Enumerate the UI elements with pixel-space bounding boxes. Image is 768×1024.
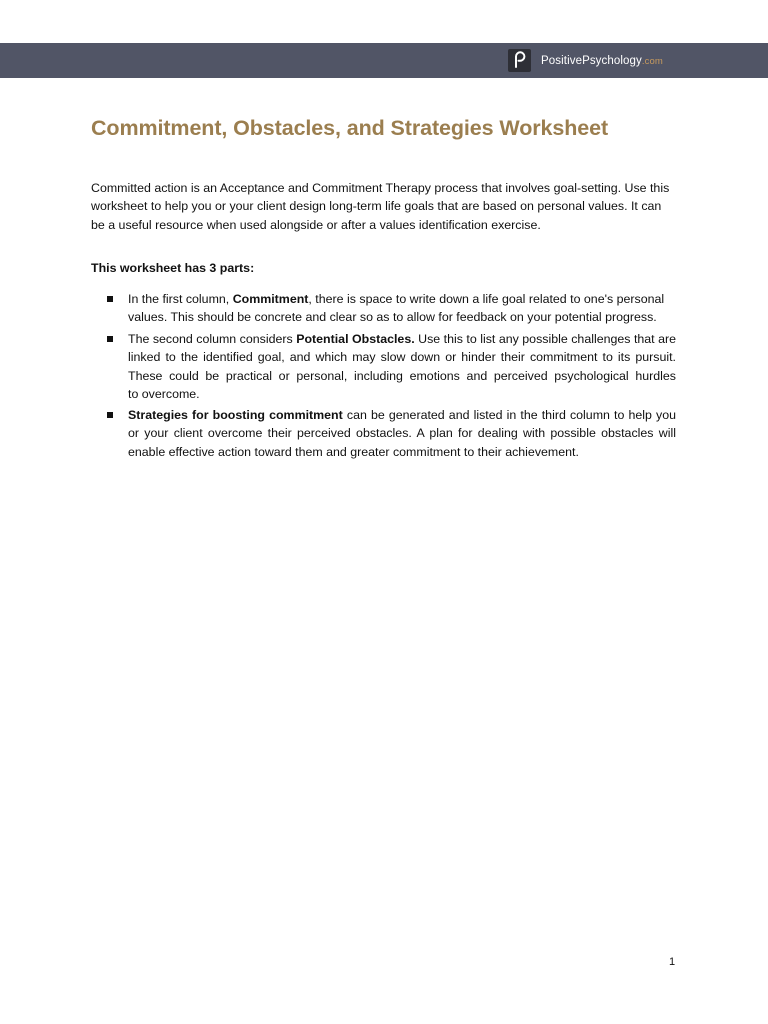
brand-name: PositivePsychology.com: [541, 54, 663, 67]
bullet-item-strategies: [128, 406, 676, 461]
bullet-line: Strategies for boosting commitment can be generated and listed in the third column to help you: [128, 408, 676, 422]
bullet-line: or your client overcome their perceived obstacles. A plan for dealing with possible obstacles will: [128, 426, 676, 441]
positive-psychology-logo-icon: [508, 49, 531, 72]
square-bullet-icon: [107, 336, 113, 342]
bullet-line: The second column considers Potential Obstacles. Use this to list any possible challenges that are: [128, 332, 676, 346]
bullet-bold-term: Strategies for boosting commitment: [128, 408, 343, 422]
bullet-line: In the first column, Commitment, there is space to write down a life goal related to one's personal: [128, 292, 665, 306]
parts-heading: This worksheet has 3 parts:: [91, 261, 255, 275]
brand-logo-link[interactable]: [508, 49, 663, 72]
bullet-line: to overcome.: [128, 386, 200, 401]
bullet-bold-term: Commitment: [232, 292, 309, 306]
bullet-line: linked to the identified goal, and which may slow down or hinder their commitment to its pursuit.: [128, 350, 676, 365]
bullet-bold-term: Potential Obstacles.: [296, 332, 415, 346]
intro-line: Committed action is an Acceptance and Commitment Therapy process that involves goal-setting. Use this: [91, 181, 670, 195]
bullet-line: enable effective action toward them and greater commitment to their achievement.: [128, 444, 579, 459]
bullet-line: values. This should be concrete and clear so as to allow for feedback on your potential progress.: [128, 310, 657, 325]
brand-tld: .com: [641, 55, 663, 67]
header-bar: [0, 43, 768, 78]
page-number: 1: [669, 956, 676, 968]
square-bullet-icon: [107, 296, 113, 302]
square-bullet-icon: [107, 412, 113, 418]
intro-paragraph: [91, 179, 677, 234]
bullet-item-obstacles: [128, 330, 676, 403]
intro-line: worksheet to help you or your client design long-term life goals that are based on personal values. It can: [91, 199, 662, 214]
bullet-line: These could be practical or personal, including emotions and perceived psychological hurdles: [128, 368, 676, 383]
bullet-item-commitment: [128, 290, 676, 327]
intro-line: be a useful resource when used alongside or after a values identification exercise.: [91, 217, 541, 232]
page-title: Commitment, Obstacles, and Strategies Worksheet: [91, 116, 609, 140]
